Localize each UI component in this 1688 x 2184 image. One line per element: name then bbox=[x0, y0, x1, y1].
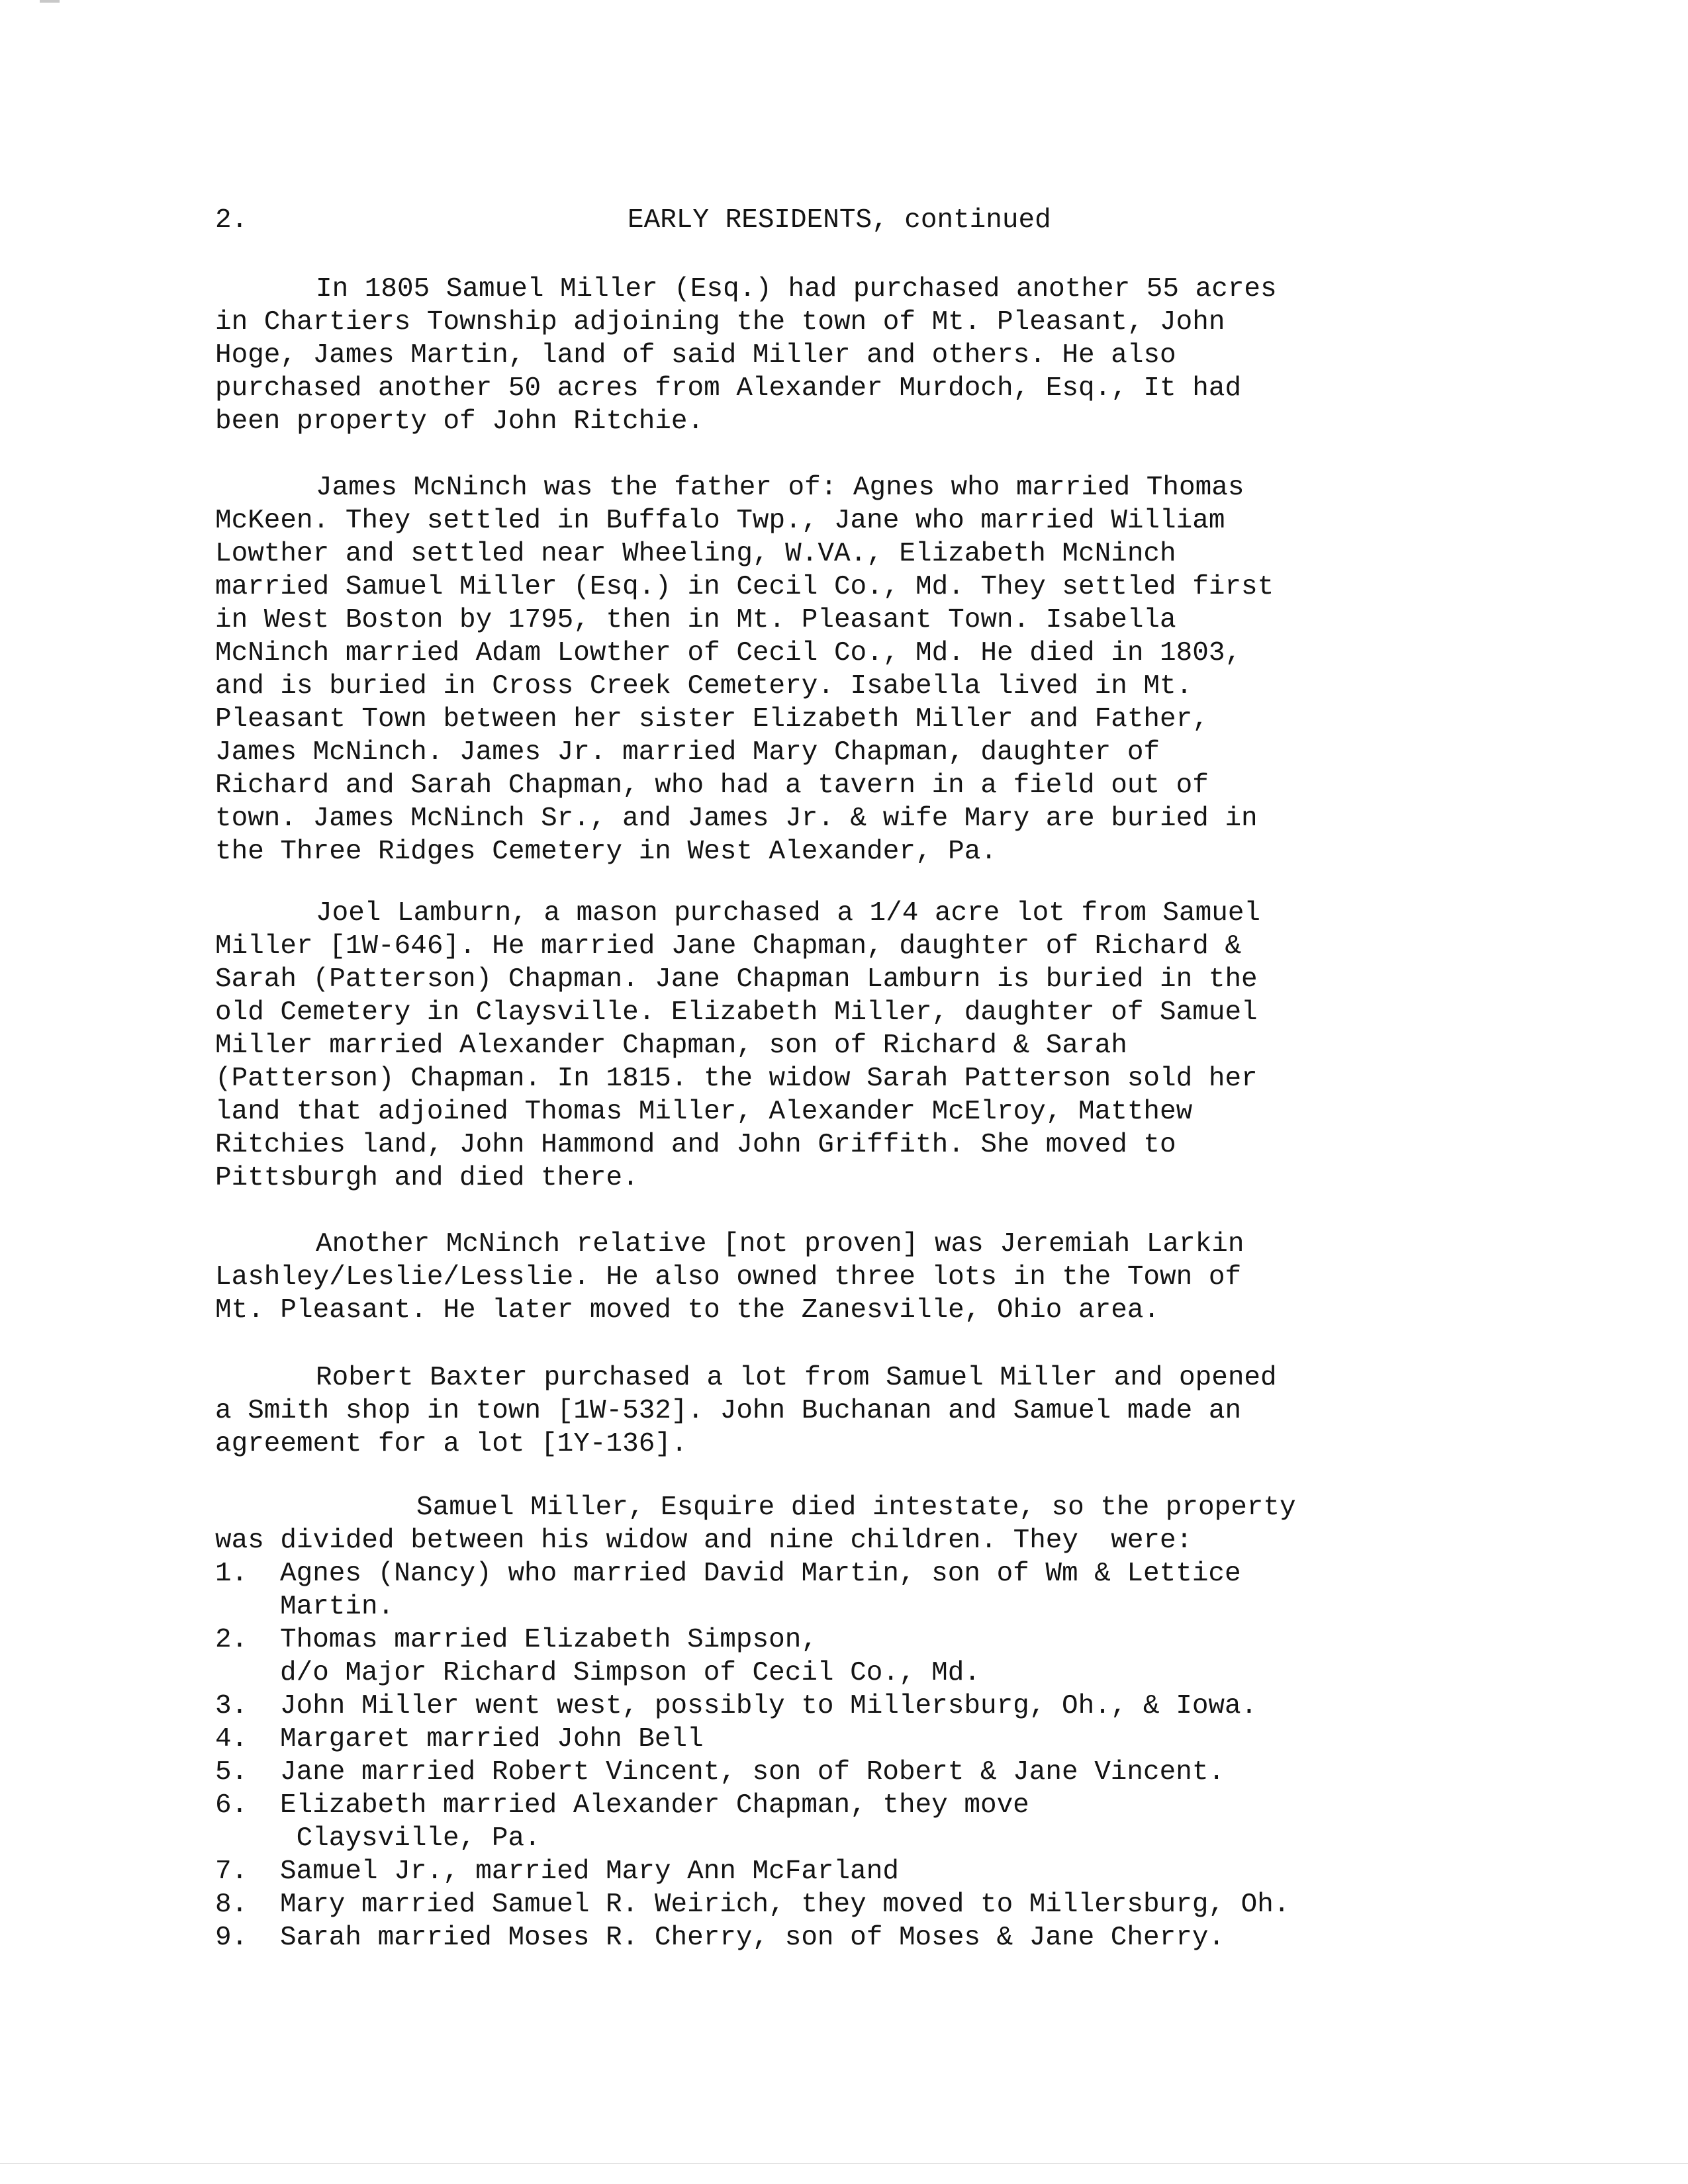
list-number: 1. bbox=[215, 1559, 248, 1589]
paragraph-3-line: land that adjoined Thomas Miller, Alexander McElroy, Matthew bbox=[215, 1097, 1193, 1127]
paragraph-2-line: married Samuel Miller (Esq.) in Cecil Co., Md. They settled first bbox=[215, 572, 1274, 602]
paragraph-3-line: Miller married Alexander Chapman, son of Richard & Sarah bbox=[215, 1030, 1127, 1061]
paragraph-2-line: McKeen. They settled in Buffalo Twp., Jane who married William bbox=[215, 506, 1225, 536]
paragraph-5-line: a Smith shop in town [1W-532]. John Buchanan and Samuel made an bbox=[215, 1396, 1242, 1426]
paragraph-3-line: Miller [1W-646]. He married Jane Chapman, daughter of Richard & bbox=[215, 931, 1242, 962]
list-item-text: Agnes (Nancy) who married David Martin, son of Wm & Lettice bbox=[280, 1559, 1241, 1589]
paragraph-3-line: old Cemetery in Claysville. Elizabeth Miller, daughter of Samuel bbox=[215, 997, 1258, 1028]
list-number: 3. bbox=[215, 1691, 248, 1721]
scan-mark bbox=[40, 0, 60, 3]
paragraph-4-line: Mt. Pleasant. He later moved to the Zanesville, Ohio area. bbox=[215, 1295, 1160, 1326]
paragraph-2-line: Lowther and settled near Wheeling, W.VA., Elizabeth McNinch bbox=[215, 539, 1176, 569]
paragraph-4-line: Lashley/Leslie/Lesslie. He also owned three lots in the Town of bbox=[215, 1262, 1242, 1293]
paragraph-3-line: Ritchies land, John Hammond and John Griffith. She moved to bbox=[215, 1130, 1176, 1160]
paragraph-2-line: and is buried in Cross Creek Cemetery. Isabella lived in Mt. bbox=[215, 671, 1193, 702]
paragraph-5-line: agreement for a lot [1Y-136]. bbox=[215, 1429, 688, 1459]
list-number: 2. bbox=[215, 1625, 248, 1655]
list-number: 6. bbox=[215, 1790, 248, 1821]
list-number: 9. bbox=[215, 1923, 248, 1953]
list-item-text: Thomas married Elizabeth Simpson, bbox=[280, 1625, 818, 1655]
list-item-text: d/o Major Richard Simpson of Cecil Co., Md. bbox=[280, 1658, 980, 1688]
page-number: 2. bbox=[215, 205, 248, 236]
paragraph-3-line: Sarah (Patterson) Chapman. Jane Chapman Lamburn is buried in the bbox=[215, 964, 1258, 995]
list-item-text: Sarah married Moses R. Cherry, son of Moses & Jane Cherry. bbox=[280, 1923, 1225, 1953]
list-number: 4. bbox=[215, 1724, 248, 1754]
paragraph-2-line: James McNinch. James Jr. married Mary Chapman, daughter of bbox=[215, 737, 1160, 768]
paragraph-2-line: in West Boston by 1795, then in Mt. Pleasant Town. Isabella bbox=[215, 605, 1176, 635]
paragraph-1-line: been property of John Ritchie. bbox=[215, 406, 704, 437]
paragraph-1-line: in Chartiers Township adjoining the town of Mt. Pleasant, John bbox=[215, 307, 1225, 338]
list-item-text: Claysville, Pa. bbox=[280, 1823, 541, 1854]
paragraph-1-line: Hoge, James Martin, land of said Miller and others. He also bbox=[215, 340, 1176, 371]
paragraph-3-line: (Patterson) Chapman. In 1815. the widow Sarah Patterson sold her bbox=[215, 1064, 1258, 1094]
paragraph-6-line: was divided between his widow and nine children. They were: bbox=[215, 1525, 1193, 1556]
paragraph-1-line: purchased another 50 acres from Alexander Murdoch, Esq., It had bbox=[215, 373, 1242, 404]
paragraph-4-line: Another McNinch relative [not proven] was Jeremiah Larkin bbox=[316, 1229, 1244, 1259]
paragraph-2-line: Richard and Sarah Chapman, who had a tavern in a field out of bbox=[215, 770, 1209, 801]
list-number: 8. bbox=[215, 1889, 248, 1920]
page-title: EARLY RESIDENTS, continued bbox=[628, 205, 1051, 236]
paragraph-5-line: Robert Baxter purchased a lot from Samuel Miller and opened bbox=[316, 1363, 1277, 1393]
list-item-text: Samuel Jr., married Mary Ann McFarland bbox=[280, 1856, 899, 1887]
paragraph-2-line: Pleasant Town between her sister Elizabeth Miller and Father, bbox=[215, 704, 1209, 735]
scan-edge-line bbox=[0, 2163, 1688, 2164]
paragraph-2-line: James McNinch was the father of: Agnes who married Thomas bbox=[316, 473, 1244, 503]
paragraph-3-line: Pittsburgh and died there. bbox=[215, 1163, 639, 1193]
list-item-text: Margaret married John Bell bbox=[280, 1724, 704, 1754]
paragraph-6-line: Samuel Miller, Esquire died intestate, so the property bbox=[416, 1492, 1296, 1523]
paragraph-2-line: McNinch married Adam Lowther of Cecil Co., Md. He died in 1803, bbox=[215, 638, 1242, 668]
list-number: 7. bbox=[215, 1856, 248, 1887]
list-item-text: Mary married Samuel R. Weirich, they moved to Millersburg, Oh. bbox=[280, 1889, 1290, 1920]
list-number: 5. bbox=[215, 1757, 248, 1788]
list-item-text: Martin. bbox=[280, 1592, 395, 1622]
list-item-text: Elizabeth married Alexander Chapman, they move bbox=[280, 1790, 1029, 1821]
list-item-text: John Miller went west, possibly to Millersburg, Oh., & Iowa. bbox=[280, 1691, 1258, 1721]
list-item-text: Jane married Robert Vincent, son of Robert & Jane Vincent. bbox=[280, 1757, 1225, 1788]
paragraph-3-line: Joel Lamburn, a mason purchased a 1/4 acre lot from Samuel bbox=[316, 898, 1261, 929]
paragraph-2-line: the Three Ridges Cemetery in West Alexander, Pa. bbox=[215, 837, 997, 867]
paragraph-2-line: town. James McNinch Sr., and James Jr. & wife Mary are buried in bbox=[215, 803, 1258, 834]
paragraph-1-line: In 1805 Samuel Miller (Esq.) had purchased another 55 acres bbox=[316, 274, 1277, 304]
